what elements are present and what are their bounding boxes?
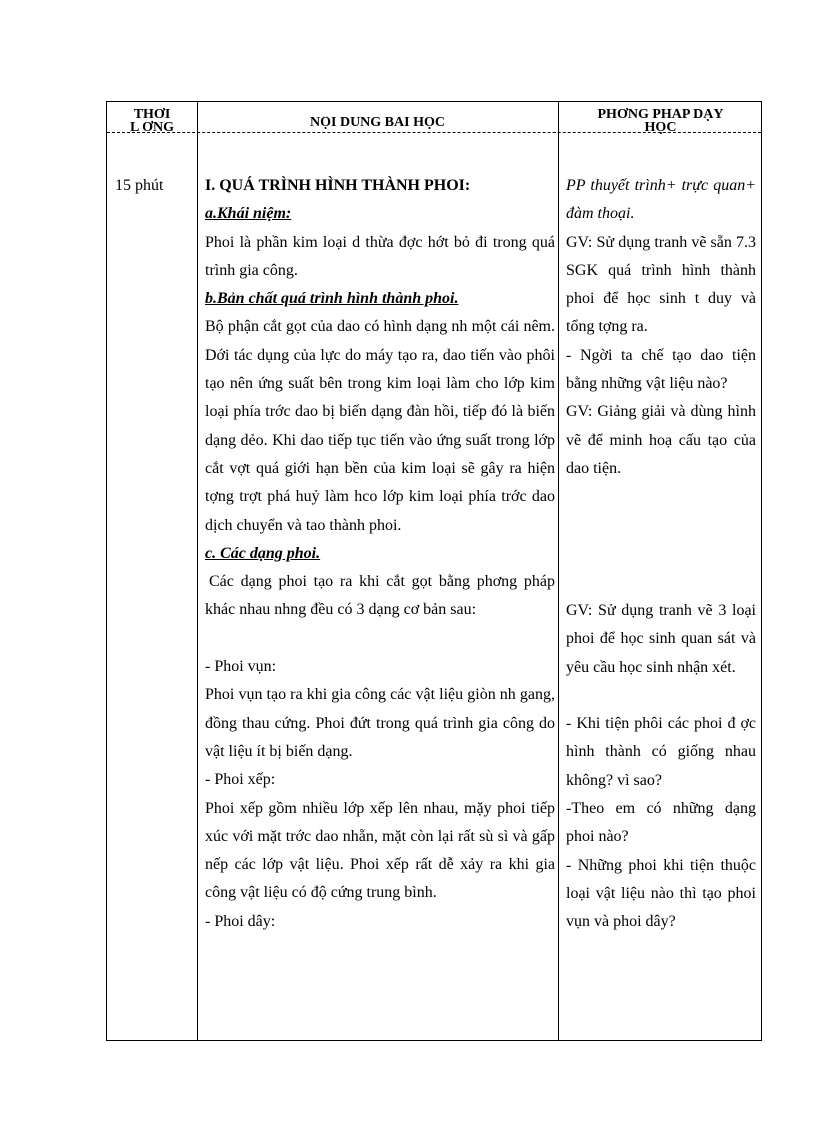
phoi-vun-title: - Phoi vụn: (205, 658, 277, 676)
method-1: PP thuyết trình+ trực quan+ đàm thoại. (566, 177, 756, 223)
method-2: GV: Sử dụng tranh vẽ sẵn 7.3 SGK quá trình hình thành phoi để học sinh t duy và tổng tợng ra. (566, 233, 756, 336)
method-5: GV: Sử dụng tranh vẽ 3 loại phoi để học sinh quan sát và yêu cầu học sinh nhận xét. (566, 602, 756, 676)
lesson-table (106, 101, 762, 1041)
method-cell-2 (566, 597, 756, 937)
subheading-a: a.Khái niệm: (205, 205, 292, 223)
content-cell (205, 172, 555, 936)
header-method: PHƠNG PHÁP DẠY HỌC (597, 108, 724, 135)
phoi-xep-text: Phoi xếp gồm nhiều lớp xếp lên nhau, mặy phoi tiếp xúc với mặt trớc dao nhẵn, mặt còn lại rất sù sì và gấp nếp các lớp vật liệu. Phoi xếp rất dễ xảy ra khi gia công vật liệu có độ cứng trung bình. (205, 799, 555, 902)
column-divider (197, 102, 198, 1040)
method-cell (566, 172, 756, 483)
phoi-vun-text: Phoi vụn tạo ra khi gia công các vật liệu giòn nh gang, đồng thau cứng. Phoi đứt trong quá trình gia công do vật liệu ít bị biến dạng. (205, 686, 555, 760)
header-time: THỜI L ƠNG (130, 108, 174, 135)
method-4: GV: Giảng giải và dùng hình vẽ để minh hoạ cấu tạo của dao tiện. (566, 403, 756, 477)
method-8: - Những phoi khi tiện thuộc loại vật liệu nào thì tạo phoi vụn và phoi dây? (566, 856, 756, 931)
method-3: - Ngời ta chế tạo dao tiện bằng những vật liệu nào? (566, 346, 756, 393)
header-content: NỘI DUNG BÀI HỌC (310, 116, 445, 130)
subheading-b: b.Bản chất quá trình hình thành phoi. (205, 290, 459, 308)
phoi-xep-title: - Phoi xếp: (205, 771, 276, 789)
method-6: - Khi tiện phôi các phoi đ ợc hình thành có giống nhau không? vì sao? (566, 715, 756, 789)
paragraph-c: Các dạng phoi tạo ra khi cắt gọt bằng phơng pháp khác nhau nhng đều có 3 dạng cơ bản sau: (205, 573, 555, 619)
paragraph-b: Bộ phận cắt gọt của dao có hình dạng nh một cái nêm. Dới tác dụng của lực do máy tạo ra, dao tiến vào phôi tạo nên ứng suất bên trong kim loại làm cho lớp kim loại phía trớc dao bị biến dạng đàn hồi, tiếp đó là biến dạng dẻo. Khi dao tiếp tục tiến vào ứng suất trong lớp cắt vợt quá giới hạn bền của kim loại sẽ gây ra hiện tợng trợt phá huỷ làm hco lớp kim loại phía trớc dao dịch chuyển và tao thành phoi. (205, 318, 555, 534)
paragraph-a: Phoi là phần kim loại d thừa đợc hớt bỏ đi trong quá trình gia công. (205, 233, 555, 279)
time-cell: 15 phút (115, 177, 164, 194)
subheading-c: c. Các dạng phoi. (205, 544, 321, 562)
phoi-day-title: - Phoi dây: (205, 912, 276, 930)
section-heading: I. QUÁ TRÌNH HÌNH THÀNH PHOI: (205, 177, 471, 194)
column-divider (558, 102, 559, 1040)
method-7: -Theo em có những dạng phoi nào? (566, 800, 756, 846)
